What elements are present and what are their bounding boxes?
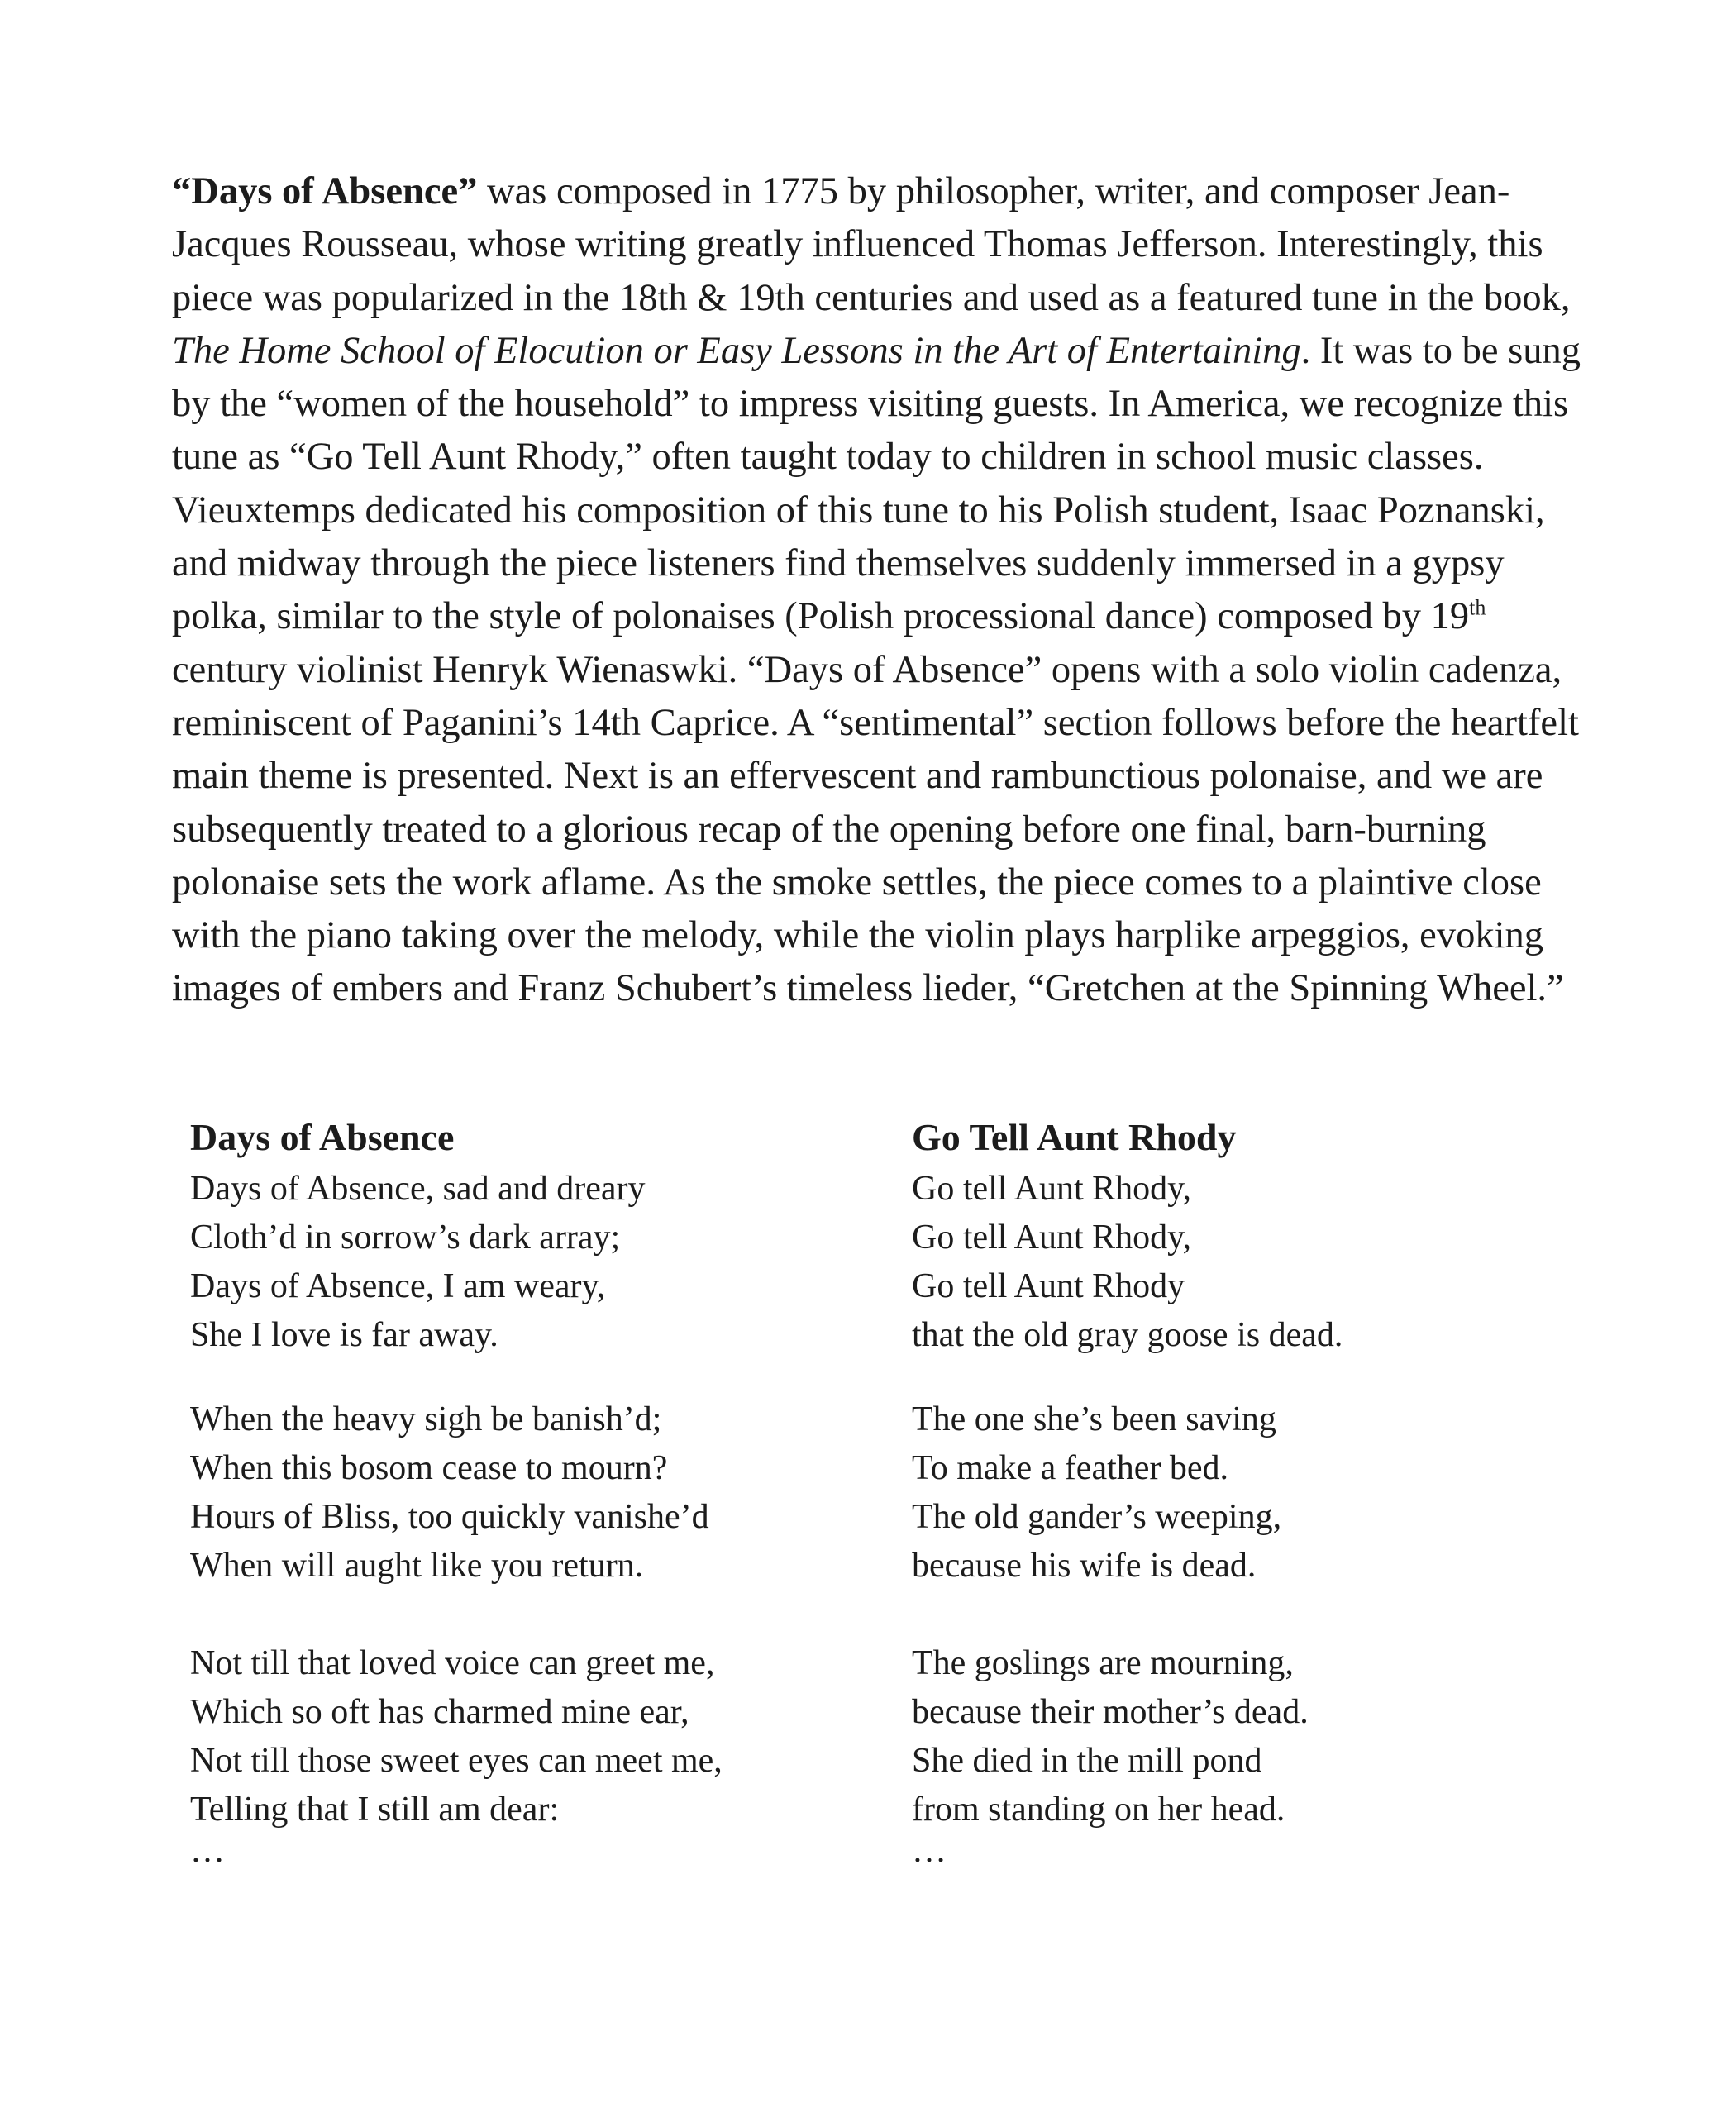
poem-line: The old gander’s weeping, (912, 1498, 1282, 1536)
intro-paragraph (172, 165, 1597, 1016)
poem-line: Go tell Aunt Rhody, (912, 1170, 1191, 1208)
poem-line: Cloth’d in sorrow’s dark array; (190, 1219, 621, 1257)
poem-line: The one she’s been saving (912, 1400, 1276, 1438)
poem-line: Go tell Aunt Rhody, (912, 1219, 1191, 1257)
poem-line: Not till those sweet eyes can meet me, (190, 1742, 723, 1780)
stanza (190, 1395, 901, 1591)
intro-title: “Days of Absence” (172, 170, 478, 212)
poem-line: Go tell Aunt Rhody (912, 1267, 1185, 1305)
poem-line: When the heavy sigh be banish’d; (190, 1400, 662, 1438)
poem-line: She I love is far away. (190, 1316, 498, 1354)
poem-line: When this bosom cease to mourn? (190, 1449, 668, 1487)
stanza (190, 1165, 901, 1360)
poem-line: Which so oft has charmed mine ear, (190, 1693, 689, 1731)
poem-line: because their mother’s dead. (912, 1693, 1309, 1731)
poem-days-of-absence (190, 1110, 901, 1870)
poem-title: Days of Absence (190, 1116, 455, 1158)
intro-text-3: century violinist Henryk Wienaswki. “Days of Absence” opens with a solo violin cadenza, reminiscent of Paganini’s 14th Caprice. A “sentimental” section follows before the heartfelt main theme is presented. Next is an effervescent and rambunctious polonaise, and we are subsequently treated to a glorious recap of the opening before one final, barn-burning polonaise sets the work aflame. As the smoke settles, the piece comes to a plaintive close with the piano taking over the melody, while the violin plays harplike arpeggios, evoking images of embers and Franz Schubert’s timeless lieder, “Gretchen at the Spinning Wheel.” (172, 648, 1579, 1010)
poem-line: The goslings are mourning, (912, 1644, 1294, 1682)
poem-line: Hours of Bliss, too quickly vanishe’d (190, 1498, 709, 1536)
poem-title: Go Tell Aunt Rhody (912, 1116, 1237, 1158)
intro-text-2: . It was to be sung by the “women of the household” to impress visiting guests. In America, we recognize this tune as “Go Tell Aunt Rhody,” often taught today to children in school music classes. Vieuxtemps dedicated his composition of this tune to his Polish student, Isaac Poznanski, and midway through the piece listeners find themselves suddenly immersed in a gypsy polka, similar to the style of polonaises (Polish processional dance) composed by 19 (172, 329, 1581, 638)
poem-line: When will aught like you return. (190, 1547, 644, 1585)
stanza (912, 1165, 1623, 1360)
poem-line: Telling that I still am dear: (190, 1791, 560, 1829)
poem-line: from standing on her head. (912, 1791, 1285, 1829)
intro-text-1: was composed in 1775 by philosopher, writer, and composer Jean-Jacques Rousseau, whose writing greatly influenced Thomas Jefferson. Interestingly, this piece was popularized in the 18th & 19th centuries and used as a featured tune in the book, (172, 170, 1571, 319)
poem-line: Not till that loved voice can greet me, (190, 1644, 715, 1682)
book-title: The Home School of Elocution or Easy Lessons in the Art of Entertaining (172, 329, 1301, 372)
poem-line: She died in the mill pond (912, 1742, 1262, 1780)
poem-line: that the old gray goose is dead. (912, 1316, 1343, 1354)
stanza (912, 1639, 1623, 1834)
poem-ellipsis: … (190, 1832, 225, 1870)
poem-line: To make a feather bed. (912, 1449, 1229, 1487)
stanza (912, 1395, 1623, 1591)
poem-line: Days of Absence, I am weary, (190, 1267, 606, 1305)
poem-line: because his wife is dead. (912, 1547, 1257, 1585)
ordinal-superscript: th (1469, 595, 1486, 620)
poem-go-tell-aunt-rhody (912, 1110, 1623, 1870)
poem-ellipsis: … (912, 1832, 947, 1870)
stanza (190, 1639, 901, 1834)
poem-line: Days of Absence, sad and dreary (190, 1170, 646, 1208)
